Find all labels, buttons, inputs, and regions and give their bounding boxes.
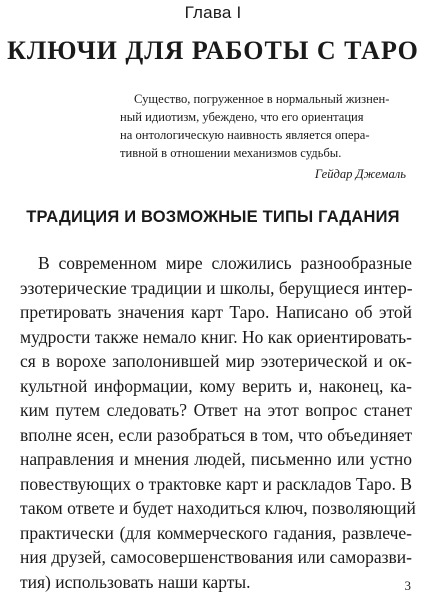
epigraph-line: на онтологическую наивность является опера- xyxy=(120,128,370,142)
body-line: претировать значения карт Таро. Написано об этой xyxy=(20,302,412,322)
body-line: таком ответе и будет находиться ключ, позволяющий xyxy=(20,498,416,518)
section-heading: ТРАДИЦИЯ И ВОЗМОЖНЫЕ ТИПЫ ГАДАНИЯ xyxy=(26,208,400,226)
epigraph-line: тивной в отношении механизмов судьбы. xyxy=(120,146,342,160)
epigraph-line: ный идиотизм, убеждено, что его ориентация xyxy=(120,110,364,124)
body-line: ся в ворохе заполонившей мир эзотерической и ок- xyxy=(20,351,412,371)
body-paragraph xyxy=(20,251,416,594)
epigraph-author: Гейдар Джемаль xyxy=(314,167,406,181)
body-line: тия) использовать наши карты. xyxy=(20,571,251,592)
body-line: повествующих о трактовке карт и раскладов Таро. В xyxy=(20,473,412,494)
epigraph-line: Существо, погруженное в нормальный жизнен- xyxy=(134,92,390,106)
body-line: направления и мнения людей, письменно или устно xyxy=(20,449,412,469)
page-number: 3 xyxy=(404,578,411,593)
chapter-label: Глава I xyxy=(184,3,242,22)
body-line: В современном мире сложились разнообразные xyxy=(38,253,412,273)
chapter-title: КЛЮЧИ ДЛЯ РАБОТЫ С ТАРО xyxy=(7,36,419,65)
body-line: мудрости также немало книг. Но как ориентировать- xyxy=(20,326,412,347)
body-line: практически (для коммерческого гадания, развлече- xyxy=(20,522,412,543)
body-line: культной информации, кому верить и, наконец, ка- xyxy=(20,375,412,396)
epigraph xyxy=(120,90,408,162)
body-line: эзотерические традиции и школы, берущиеся интер- xyxy=(20,277,413,298)
body-line: вполне ясен, если разобраться в том, что объединяет xyxy=(20,424,413,445)
body-line: ния друзей, самосовершенствования или саморазви- xyxy=(20,547,412,567)
body-line: ким путем следовать? Ответ на этот вопрос станет xyxy=(20,400,412,420)
